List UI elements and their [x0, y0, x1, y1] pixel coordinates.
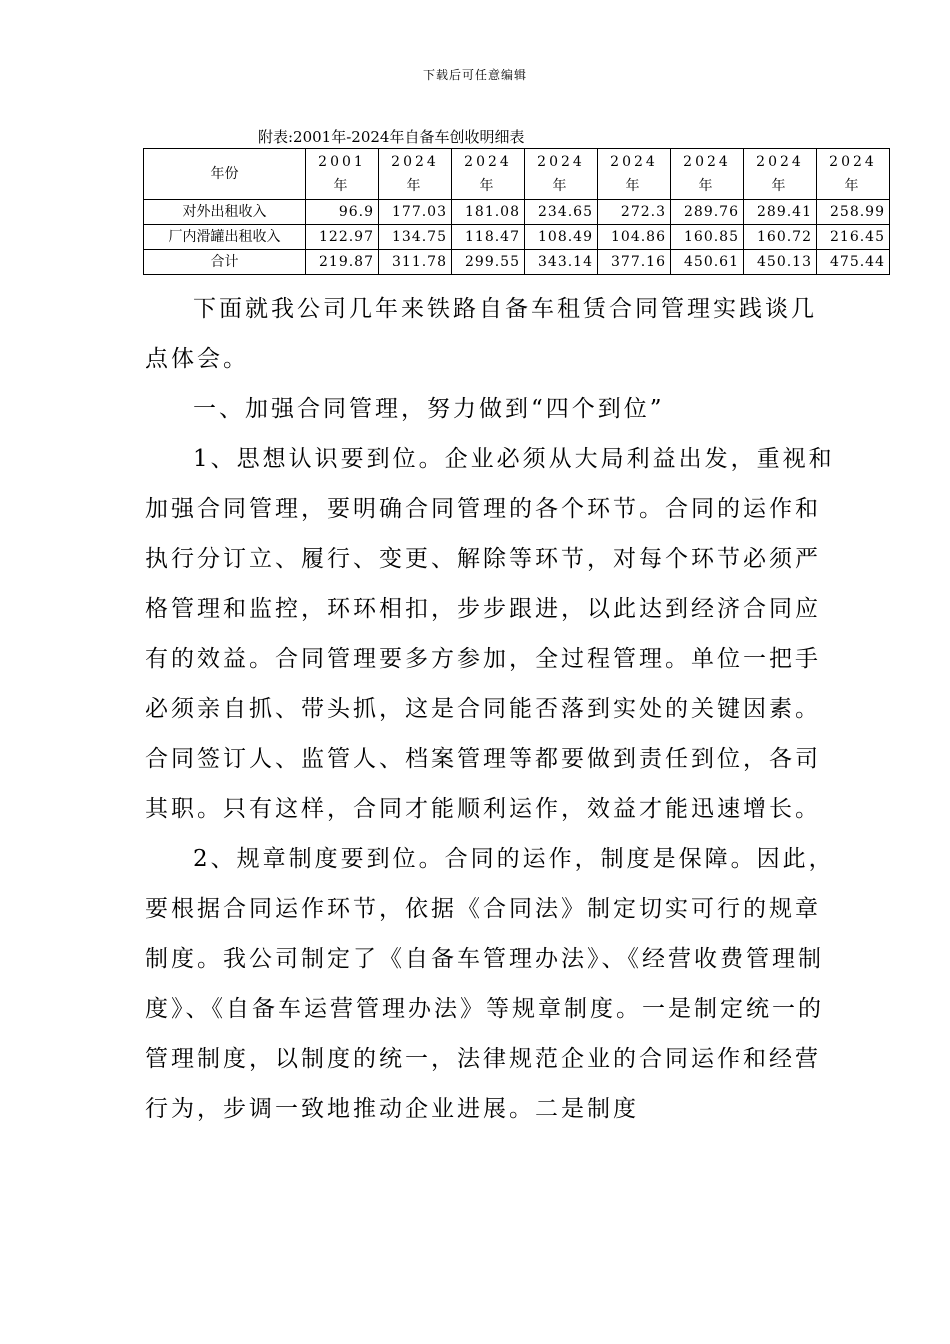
value-cell: 234.65 — [525, 200, 598, 225]
value-cell: 108.49 — [525, 225, 598, 250]
body-text — [145, 284, 835, 1134]
value-cell: 289.76 — [671, 200, 744, 225]
year-header-cell: 2024 年 — [817, 149, 890, 200]
year-header-cell: 2001 年 — [306, 149, 379, 200]
paragraph: 1、思想认识要到位。企业必须从大局利益出发，重视和加强合同管理，要明确合同管理的各个环节。合同的运作和执行分订立、履行、变更、解除等环节，对每个环节必须严格管理和监控，环环相扣，步步跟进，以此达到经济合同应有的效益。合同管理要多方参加，全过程管理。单位一把手必须亲自抓、带头抓，这是合同能否落到实处的关键因素。合同签订人、监管人、档案管理等都要做到责任到位，各司其职。只有这样，合同才能顺利运作，效益才能迅速增长。 — [145, 446, 835, 822]
paragraph: 下面就我公司几年来铁路自备车租赁合同管理实践谈几点体会。 — [145, 296, 817, 372]
year-header-cell: 2024 年 — [379, 149, 452, 200]
value-cell: 258.99 — [817, 200, 890, 225]
value-cell: 122.97 — [306, 225, 379, 250]
row-label: 对外出租收入 — [144, 200, 306, 225]
value-cell: 104.86 — [598, 225, 671, 250]
value-cell: 216.45 — [817, 225, 890, 250]
value-cell: 96.9 — [306, 200, 379, 225]
value-cell: 299.55 — [452, 250, 525, 275]
year-header-cell: 2024 年 — [452, 149, 525, 200]
table-row — [144, 250, 890, 275]
row-label: 厂内滑罐出租收入 — [144, 225, 306, 250]
value-cell: 377.16 — [598, 250, 671, 275]
paragraph: 2、规章制度要到位。合同的运作，制度是保障。因此，要根据合同运作环节，依据《合同法》制定切实可行的规章制度。我公司制定了《自备车管理办法》、《经营收费管理制度》、《自备车运营管理办法》等规章制度。一是制定统一的管理制度，以制度的统一，法律规范企业的合同运作和经营行为，步调一致地推动企业进展。二是制度 — [145, 846, 835, 1122]
year-header-cell: 2024 年 — [525, 149, 598, 200]
value-cell: 289.41 — [744, 200, 817, 225]
table-header-row — [144, 149, 890, 200]
table-caption: 附表:2001年-2024年自备车创收明细表 — [258, 128, 525, 146]
table-corner-cell: 年份 — [144, 149, 306, 200]
value-cell: 450.13 — [744, 250, 817, 275]
year-header-cell: 2024 年 — [598, 149, 671, 200]
table-row — [144, 200, 890, 225]
value-cell: 118.47 — [452, 225, 525, 250]
value-cell: 272.3 — [598, 200, 671, 225]
row-label: 合计 — [144, 250, 306, 275]
year-header-cell: 2024 年 — [671, 149, 744, 200]
value-cell: 219.87 — [306, 250, 379, 275]
page-header: 下载后可任意编辑 — [422, 68, 527, 82]
table-row — [144, 225, 890, 250]
value-cell: 475.44 — [817, 250, 890, 275]
value-cell: 177.03 — [379, 200, 452, 225]
year-header-cell: 2024 年 — [744, 149, 817, 200]
value-cell: 450.61 — [671, 250, 744, 275]
value-cell: 160.85 — [671, 225, 744, 250]
value-cell: 134.75 — [379, 225, 452, 250]
value-cell: 160.72 — [744, 225, 817, 250]
value-cell: 181.08 — [452, 200, 525, 225]
section-heading: 一、加强合同管理，努力做到“四个到位” — [193, 396, 665, 422]
value-cell: 311.78 — [379, 250, 452, 275]
revenue-table — [143, 148, 890, 275]
value-cell: 343.14 — [525, 250, 598, 275]
